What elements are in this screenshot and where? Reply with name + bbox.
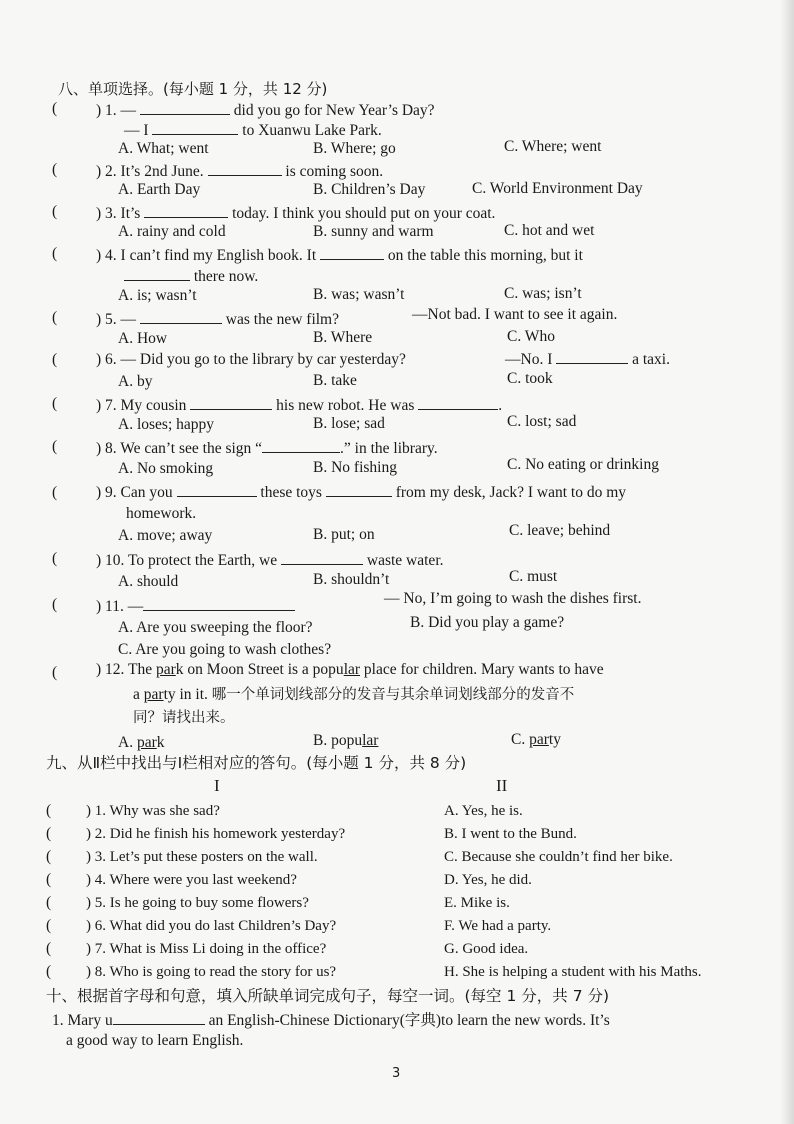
match-right-item: E. Mike is. (444, 895, 510, 911)
section8-title: 八、单项选择。(每小题 1 分，共 12 分) (58, 80, 328, 98)
scan-edge (780, 0, 794, 1124)
q6-reply: —No. I a taxi. (505, 351, 670, 368)
s10-q1-line2: a good way to learn English. (66, 1032, 244, 1049)
q11-option-c: C. Are you going to wash clothes? (118, 641, 332, 658)
q1-option-b: B. Where; go (313, 140, 396, 157)
q11-option-a: A. Are you sweeping the floor? (118, 619, 313, 636)
match-left-item: ) 3. Let’s put these posters on the wall. (86, 849, 318, 865)
answer-paren[interactable]: ( (52, 309, 58, 326)
q4-option-b: B. was; wasn’t (313, 286, 405, 303)
match-right-item: F. We had a party. (444, 918, 552, 934)
q3-option-a: A. rainy and cold (118, 223, 226, 240)
q12-option-b: B. popular (313, 732, 379, 749)
q6-option-a: A. by (118, 373, 153, 390)
match-left-item: ) 4. Where were you last weekend? (86, 872, 297, 888)
match-right-item: B. I went to the Bund. (444, 826, 577, 842)
q9-option-b: B. put; on (313, 526, 375, 543)
q4-line2: there now. (124, 266, 258, 286)
q1-line2: — I to Xuanwu Lake Park. (124, 122, 382, 139)
q1-blank-1[interactable] (140, 100, 230, 115)
page-number: 3 (392, 1066, 401, 1081)
q4-stem: ) 4. I can’t find my English book. It on the table this morning, but it (96, 247, 583, 264)
q5-reply: —Not bad. I want to see it again. (412, 306, 618, 323)
match-right-item: C. Because she couldn’t find her bike. (444, 849, 673, 865)
q12-line3: 同？请找出来。 (133, 710, 235, 726)
q11-option-b: B. Did you play a game? (410, 614, 565, 631)
match-left-item: ) 7. What is Miss Li doing in the office? (86, 941, 327, 957)
q10-option-a: A. should (118, 573, 179, 590)
q11-reply: — No, I’m going to wash the dishes first. (384, 590, 642, 607)
q3-option-b: B. sunny and warm (313, 223, 434, 240)
match-answer-paren[interactable]: ( (46, 917, 52, 934)
answer-paren[interactable]: ( (52, 484, 58, 501)
q8-option-c: C. No eating or drinking (507, 456, 659, 473)
answer-paren[interactable]: ( (52, 351, 58, 368)
s10-q1: 1. Mary u an English-Chinese Dictionary(字典)to learn the new words. It’s (52, 1012, 610, 1029)
column-2-header: II (496, 776, 508, 795)
q5-stem: ) 5. — was the new film? (96, 311, 339, 328)
q5-option-b: B. Where (313, 329, 373, 346)
q7-option-b: B. lose; sad (313, 415, 385, 432)
q7-option-a: A. loses; happy (118, 416, 215, 433)
answer-paren[interactable]: ( (52, 245, 58, 262)
q6-stem: ) 6. — Did you go to the library by car yesterday? (96, 351, 406, 368)
q1-blank-2[interactable] (152, 120, 238, 135)
q12-line2: a party in it. 哪一个单词划线部分的发音与其余单词划线部分的发音不 (133, 686, 575, 703)
q9-stem: ) 9. Can you these toys from my desk, Jack? I want to do my (96, 484, 627, 501)
q8-stem: ) 8. We can’t see the sign “ .” in the library. (96, 440, 438, 457)
q3-option-c: C. hot and wet (504, 222, 595, 239)
match-answer-paren[interactable]: ( (46, 940, 52, 957)
q12-option-a: A. park (118, 734, 165, 751)
q5-option-a: A. How (118, 330, 168, 347)
q2-option-b: B. Children’s Day (313, 181, 426, 198)
q6-option-b: B. take (313, 372, 357, 389)
q9-option-a: A. move; away (118, 527, 213, 544)
q7-option-c: C. lost; sad (507, 413, 577, 430)
answer-paren[interactable]: ( (52, 395, 58, 412)
answer-paren[interactable]: ( (52, 550, 58, 567)
match-answer-paren[interactable]: ( (46, 894, 52, 911)
q1-option-c: C. Where; went (504, 138, 602, 155)
q9-option-c: C. leave; behind (509, 522, 611, 539)
answer-paren[interactable]: ( (52, 596, 58, 613)
q9-blank-2[interactable] (326, 482, 392, 497)
q6-blank[interactable] (556, 349, 628, 364)
q2-option-c: C. World Environment Day (472, 180, 643, 197)
q1-stem: ) 1. — did you go for New Year’s Day? (96, 102, 435, 119)
answer-paren[interactable]: ( (52, 664, 58, 681)
match-answer-paren[interactable]: ( (46, 963, 52, 980)
q5-blank[interactable] (140, 309, 222, 324)
s10-q1-blank[interactable] (113, 1010, 205, 1025)
q8-option-a: A. No smoking (118, 460, 214, 477)
q5-option-c: C. Who (507, 328, 555, 345)
q10-option-c: C. must (509, 568, 558, 585)
q10-option-b: B. shouldn’t (313, 571, 390, 588)
q4-option-a: A. is; wasn’t (118, 287, 197, 304)
q2-option-a: A. Earth Day (118, 181, 201, 198)
q12-option-c: C. party (511, 731, 561, 748)
match-left-item: ) 8. Who is going to read the story for us? (86, 964, 337, 980)
section10-title: 十、根据首字母和句意，填入所缺单词完成句子，每空一词。(每空 1 分，共 7 分) (46, 987, 610, 1005)
q4-blank-1[interactable] (320, 245, 384, 260)
match-answer-paren[interactable]: ( (46, 825, 52, 842)
q2-blank[interactable] (208, 161, 282, 176)
q7-blank-1[interactable] (190, 395, 272, 410)
q9-blank-1[interactable] (177, 482, 257, 497)
q11-stem: ) 11. — (96, 596, 295, 616)
q10-stem: ) 10. To protect the Earth, we waste water. (96, 552, 444, 569)
match-left-item: ) 5. Is he going to buy some flowers? (86, 895, 309, 911)
q9-line2: homework. (126, 505, 197, 522)
column-1-header: I (214, 776, 220, 795)
q4-blank-2[interactable] (124, 266, 190, 281)
match-answer-paren[interactable]: ( (46, 848, 52, 865)
match-left-item: ) 2. Did he finish his homework yesterday? (86, 826, 346, 842)
q7-blank-2[interactable] (418, 395, 498, 410)
answer-paren[interactable]: ( (52, 161, 58, 178)
q10-blank[interactable] (281, 550, 363, 565)
q1-option-a: A. What; went (118, 140, 209, 157)
match-right-item: A. Yes, he is. (444, 803, 523, 819)
q3-blank[interactable] (144, 203, 228, 218)
q4-option-c: C. was; isn’t (504, 285, 582, 302)
q7-stem: ) 7. My cousin his new robot. He was . (96, 397, 503, 414)
answer-paren[interactable]: ( (52, 438, 58, 455)
match-left-item: ) 1. Why was she sad? (86, 803, 220, 819)
q8-option-b: B. No fishing (313, 459, 397, 476)
match-left-item: ) 6. What did you do last Children’s Day? (86, 918, 337, 934)
q11-blank[interactable] (143, 596, 295, 611)
q2-stem: ) 2. It’s 2nd June. is coming soon. (96, 163, 384, 180)
q8-blank[interactable] (262, 438, 340, 453)
q3-stem: ) 3. It’s today. I think you should put on your coat. (96, 205, 496, 222)
answer-paren[interactable]: ( (52, 100, 58, 117)
match-answer-paren[interactable]: ( (46, 802, 52, 819)
answer-paren[interactable]: ( (52, 203, 58, 220)
match-right-item: H. She is helping a student with his Maths. (444, 964, 702, 980)
q6-option-c: C. took (507, 370, 553, 387)
q12-stem: ) 12. The park on Moon Street is a popular place for children. Mary wants to have (96, 661, 604, 678)
match-right-item: G. Good idea. (444, 941, 529, 957)
match-answer-paren[interactable]: ( (46, 871, 52, 888)
section9-title: 九、从Ⅱ栏中找出与Ⅰ栏相对应的答句。(每小题 1 分，共 8 分) (46, 754, 467, 772)
match-right-item: D. Yes, he did. (444, 872, 532, 888)
